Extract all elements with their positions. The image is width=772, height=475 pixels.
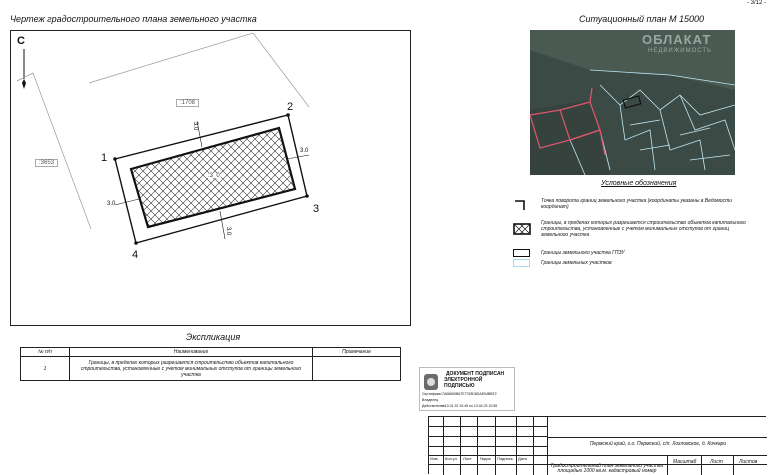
situation-plan-title: Ситуационный план М 15000 <box>579 14 705 24</box>
header-num: № п/п <box>21 348 70 357</box>
parcel-label: :3_0 <box>208 173 220 179</box>
legend-text-buildable: Границы, в пределах которых разрешается строительство объектов капитального строительства, установленные с учетом минимальных отступов от границ земельного участка <box>541 220 746 238</box>
legend-text-parcels: Границы земельных участков <box>541 260 612 266</box>
setback-label-bottom: 3.0 <box>225 226 232 236</box>
signature-line2: ЭЛЕКТРОННОЙ ПОДПИСЬЮ <box>444 377 483 389</box>
neighbor-parcel-left-label: :3653 <box>35 159 58 167</box>
vertex-label-3: 3 <box>313 203 320 215</box>
valid-label: Действителен <box>422 404 445 408</box>
vertex-label-2: 2 <box>287 101 294 113</box>
signature-line1: ДОКУМЕНТ ПОДПИСАН <box>446 371 505 377</box>
vertex-dot-3 <box>305 194 309 198</box>
coat-of-arms-icon <box>423 373 439 391</box>
stamp-sheets-label: Листов <box>739 459 758 465</box>
vertex-label-1: 1 <box>101 152 108 164</box>
col-header-ndoc: №док <box>480 456 491 461</box>
stamp-address: Пермский край, г.о. Пермский, с/п. Хохловское, д. Кочкари <box>589 441 727 447</box>
legend-symbol-vertex <box>514 198 528 217</box>
cell-note <box>313 357 401 381</box>
legend-text-gpzu: Границы земельного участка ГПЗУ <box>541 250 625 256</box>
hatch-symbol-icon <box>513 223 531 235</box>
page-number: - 3/12 - <box>746 0 766 6</box>
stamp-doc-title: Градостроительный план земельного участка площадью 1000 кв.м. кадастровый номер <box>550 463 664 474</box>
vertex-dot-1 <box>113 157 117 161</box>
neighbor-parcel-top-label: :1708 <box>176 99 199 107</box>
map-watermark-sub: НЕДВИЖИМОСТЬ <box>648 48 712 54</box>
cert-value: 7A08660B67E7763D8DAE94BBF2 <box>442 392 497 396</box>
neighbor-boundary-left <box>17 73 91 229</box>
col-header-koluch: Кол.уч <box>445 456 457 461</box>
stamp-scale-label: Масштаб <box>673 459 697 465</box>
situation-map <box>530 30 735 175</box>
col-header-data: Дата <box>518 456 527 461</box>
north-label: С <box>17 35 25 47</box>
map-watermark: ОБЛАКАТ <box>642 32 712 47</box>
north-arrow-icon <box>22 49 26 89</box>
vertex-label-4: 4 <box>132 249 139 261</box>
table-row <box>21 357 401 381</box>
header-note: Примечание <box>313 348 401 357</box>
main-plan-title: Чертеж градостроительного плана земельного участка <box>10 14 257 24</box>
col-header-izm: Изм. <box>430 456 439 461</box>
explication-table <box>20 347 401 381</box>
table-header-row <box>21 348 401 357</box>
cell-num: 1 <box>21 357 70 381</box>
legend-symbol-buildable <box>513 222 531 240</box>
legend-symbol-parcels <box>513 259 530 267</box>
col-header-list: Лист <box>463 456 472 461</box>
setback-label-left: 3.0 <box>107 201 116 207</box>
valid-value: с 13.01.22 10:45 по 13.04.23 10:55 <box>442 404 498 408</box>
signature-stamp <box>419 367 515 411</box>
setback-label-right: 3.0 <box>300 148 309 154</box>
cert-label: Сертификат <box>422 392 442 396</box>
vertex-symbol-icon <box>514 198 528 212</box>
vertex-dot-4 <box>134 241 138 245</box>
cell-name: Границы, в пределах которых разрешается строительство объектов капитального строительства, установленные с учетом минимальных отступов от границы земельного участка <box>70 357 313 381</box>
legend-symbol-gpzu <box>513 249 530 257</box>
explication-title: Экспликация <box>186 332 241 342</box>
neighbor-boundary-top <box>89 33 309 107</box>
setback-line-left <box>115 199 139 205</box>
legend-text-vertex: Точка поворота границ земельного участка (координаты указаны в Ведомости координат) <box>541 198 733 210</box>
owner-label: Владелец <box>422 398 439 402</box>
main-plan-frame <box>10 30 411 326</box>
legend-title: Условные обозначения <box>601 180 677 187</box>
title-block <box>428 416 766 474</box>
setback-label-top: 3.0 <box>192 121 199 131</box>
header-name: Наименование <box>70 348 313 357</box>
stamp-sheet-label: Лист <box>710 459 723 465</box>
col-header-podpis: Подпись <box>497 456 513 461</box>
vertex-dot-2 <box>286 113 290 117</box>
